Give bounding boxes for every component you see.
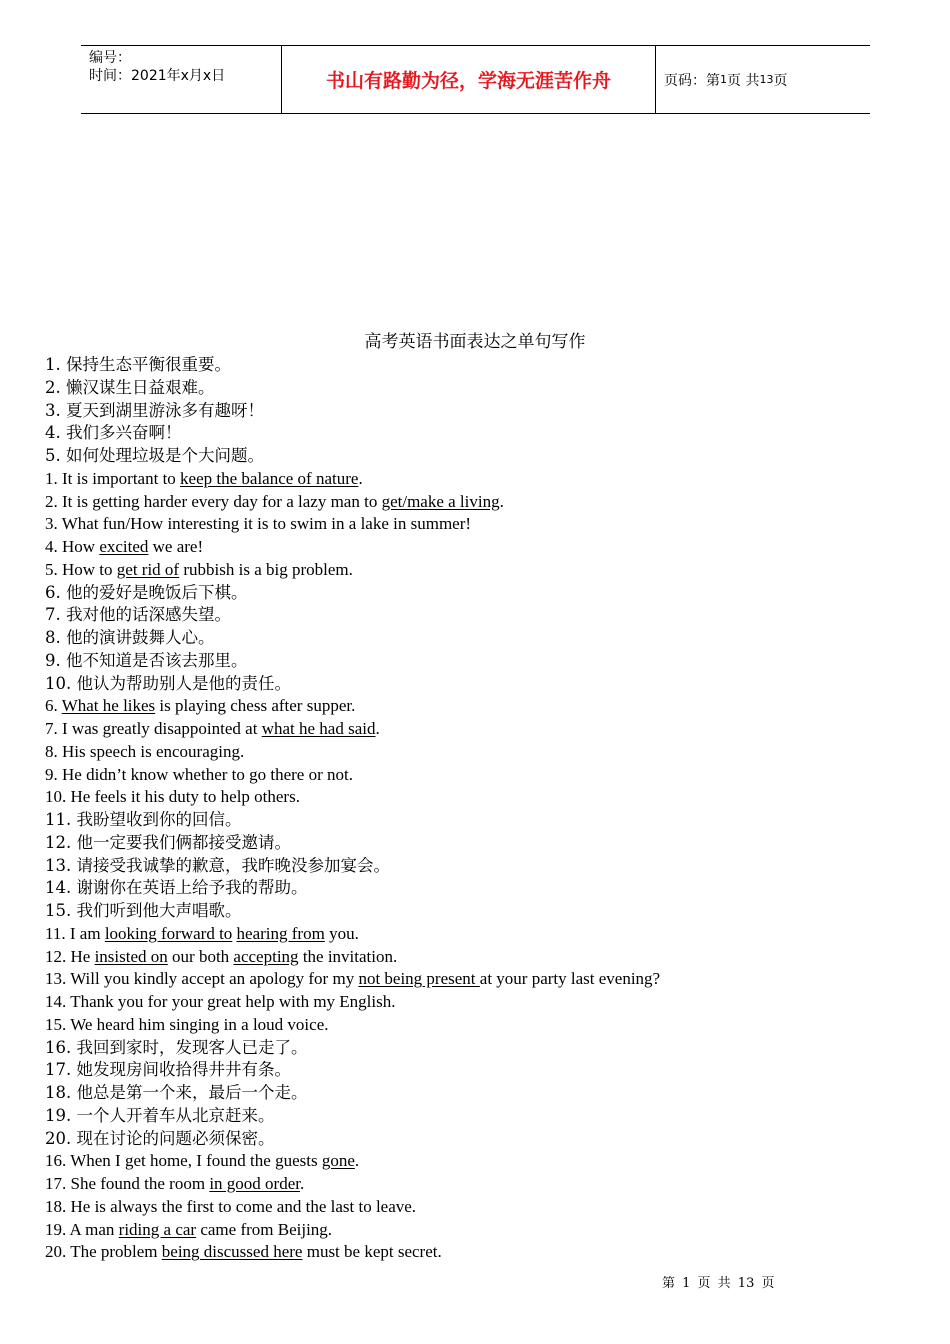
underlined-phrase: insisted on (94, 946, 168, 966)
sentence-text: 11. 我盼望收到你的回信。 (45, 810, 242, 829)
underlined-phrase: excited (99, 537, 149, 556)
page-prefix: 页码：第 (664, 72, 720, 89)
chinese-sentence-line (45, 377, 925, 400)
underlined-phrase: gone (321, 1151, 355, 1171)
sentence-text: 12. 他一定要我们俩都接受邀请。 (45, 832, 291, 852)
sentence-text: 8. 他的演讲鼓舞人心。 (45, 628, 215, 647)
english-sentence-line (45, 513, 925, 536)
sentence-text: 10. 他认为帮助别人是他的责任。 (45, 673, 291, 693)
page-num: 1 (720, 73, 727, 86)
time-label: 时间：2021年x月x日 (89, 68, 226, 84)
chinese-sentence-line (45, 445, 925, 468)
sentence-text: . (499, 491, 504, 511)
page-total: 13 (759, 73, 774, 86)
sentence-text: 16. 我回到家时，发现客人已走了。 (45, 1037, 308, 1057)
header-info-cell (81, 46, 282, 113)
sentence-text: 3. What fun/How interesting it is to swim in a lake in summer! (45, 514, 472, 534)
underlined-phrase: in good order (209, 1174, 300, 1193)
sentence-text: 4. 我们多兴奋啊！ (45, 423, 182, 443)
chinese-sentence-line (45, 604, 925, 627)
sentence-list (45, 354, 925, 1264)
chinese-sentence-line (45, 400, 925, 423)
sentence-text: 13. 请接受我诚挚的歉意，我昨晚没参加宴会。 (45, 855, 390, 875)
sentence-text: 9. 他不知道是否该去那里。 (45, 650, 248, 670)
sentence-text: 5. How to (45, 559, 117, 579)
sentence-text: 9. He didn’t know whether to go there or not. (45, 764, 353, 784)
underlined-phrase: what he had said (261, 719, 376, 738)
sentence-text: came from Beijing. (196, 1219, 333, 1239)
page-footer: 第 1 页 共 13 页 (662, 1276, 775, 1291)
document-title: 高考英语书面表达之单句写作 (364, 332, 586, 352)
sentence-text: at your party last evening? (479, 969, 661, 989)
sentence-text: 15. We heard him singing in a loud voice. (45, 1014, 329, 1034)
page-suffix: 页 (773, 72, 788, 89)
sentence-text: rubbish is a big problem. (179, 559, 353, 579)
sentence-text: 19. 一个人开着车从北京赶来。 (45, 1105, 275, 1125)
english-sentence-line (45, 1196, 925, 1219)
sentence-text: 14. Thank you for your great help with my English. (45, 992, 396, 1011)
header-page-number (656, 46, 870, 113)
sentence-text: . (299, 1174, 305, 1193)
chinese-sentence-line (45, 877, 925, 900)
english-sentence-line (45, 786, 925, 809)
underlined-phrase: What he likes (61, 696, 156, 716)
sentence-text: . (375, 719, 380, 738)
sentence-text: 3. 夏天到湖里游泳多有趣呀！ (45, 400, 264, 420)
chinese-sentence-line (45, 1128, 925, 1151)
english-sentence-line (45, 741, 925, 764)
english-sentence-line (45, 764, 925, 787)
chinese-sentence-line (45, 900, 925, 923)
underlined-phrase: accepting (233, 946, 299, 966)
sentence-text: 8. His speech is encouraging. (45, 741, 245, 761)
sentence-text: our both (167, 946, 234, 966)
sentence-text: 15. 我们听到他大声唱歌。 (45, 901, 242, 920)
english-sentence-line (45, 1150, 925, 1173)
chinese-sentence-line (45, 855, 925, 878)
english-sentence-line (45, 1173, 925, 1196)
english-sentence-line (45, 1219, 925, 1242)
sentence-text: 10. He feels it his duty to help others. (45, 787, 300, 807)
chinese-sentence-line (45, 1082, 925, 1105)
sentence-text: 6. 他的爱好是晚饭后下棋。 (45, 582, 248, 602)
chinese-sentence-line (45, 832, 925, 855)
underlined-phrase: keep the balance of nature (180, 468, 359, 488)
english-sentence-line (45, 1241, 925, 1264)
english-sentence-line (45, 491, 925, 514)
chinese-sentence-line (45, 650, 925, 673)
sentence-text: is playing chess after supper. (155, 696, 356, 716)
underlined-phrase: hearing from (236, 923, 325, 943)
sentence-text: 18. 他总是第一个来，最后一个走。 (45, 1083, 308, 1102)
page-mid: 页 共 (727, 72, 760, 89)
page-header (81, 45, 870, 114)
sentence-text: 4. How (45, 537, 100, 556)
sentence-text: 18. He is always the first to come and the last to leave. (45, 1196, 417, 1216)
sentence-text: 7. I was greatly disappointed at (45, 719, 262, 738)
sentence-text: you. (324, 923, 359, 943)
english-sentence-line (45, 468, 925, 491)
english-sentence-line (45, 536, 925, 559)
english-sentence-line (45, 946, 925, 969)
chinese-sentence-line (45, 1105, 925, 1128)
sentence-text: 6. (45, 696, 62, 716)
chinese-sentence-line (45, 809, 925, 832)
chinese-sentence-line (45, 627, 925, 650)
sentence-text: 20. 现在讨论的问题必须保密。 (45, 1128, 275, 1148)
english-sentence-line (45, 991, 925, 1014)
sentence-text: 16. When I get home, I found the guests (45, 1151, 322, 1171)
english-sentence-line (45, 968, 925, 991)
sentence-text: 5. 如何处理垃圾是个大问题。 (45, 446, 264, 465)
sentence-text: . (354, 1151, 360, 1171)
sentence-text: . (358, 468, 363, 488)
sentence-text: 2. It is getting harder every day for a lazy man to (45, 491, 382, 511)
sentence-text: 1. It is important to (45, 468, 181, 488)
english-sentence-line (45, 718, 925, 741)
sentence-text: 19. A man (45, 1219, 119, 1239)
chinese-sentence-line (45, 1059, 925, 1082)
chinese-sentence-line (45, 1037, 925, 1060)
sentence-text: the invitation. (298, 946, 398, 966)
chinese-sentence-line (45, 582, 925, 605)
english-sentence-line (45, 695, 925, 718)
english-sentence-line (45, 923, 925, 946)
sentence-text: 20. The problem (45, 1242, 162, 1262)
sentence-text: we are! (148, 537, 204, 556)
sentence-text: 14. 谢谢你在英语上给予我的帮助。 (45, 878, 308, 898)
sentence-text: 7. 我对他的话深感失望。 (45, 605, 231, 625)
header-motto: 书山有路勤为径，学海无涯苦作舟 (282, 46, 656, 113)
underlined-phrase: get rid of (116, 559, 180, 579)
underlined-phrase: being discussed here (161, 1242, 303, 1262)
underlined-phrase: not being present (358, 969, 480, 989)
english-sentence-line (45, 1014, 925, 1037)
english-sentence-line (45, 559, 925, 582)
sentence-text: 1. 保持生态平衡很重要。 (45, 355, 231, 374)
sentence-text: must be kept secret. (302, 1242, 442, 1262)
sentence-text: 17. She found the room (45, 1174, 210, 1193)
sentence-text: 2. 懒汉谋生日益艰难。 (45, 377, 215, 397)
chinese-sentence-line (45, 673, 925, 696)
sentence-text: 13. Will you kindly accept an apology for my (45, 969, 359, 989)
chinese-sentence-line (45, 422, 925, 445)
underlined-phrase: get/make a living (381, 491, 500, 511)
sentence-text: 11. I am (45, 923, 105, 943)
sentence-text: 17. 她发现房间收拾得井井有条。 (45, 1060, 291, 1080)
sentence-text: 12. He (45, 946, 95, 966)
chinese-sentence-line (45, 354, 925, 377)
underlined-phrase: riding a car (118, 1219, 197, 1239)
underlined-phrase: looking forward to (104, 923, 233, 943)
number-label: 编号： (89, 50, 131, 66)
